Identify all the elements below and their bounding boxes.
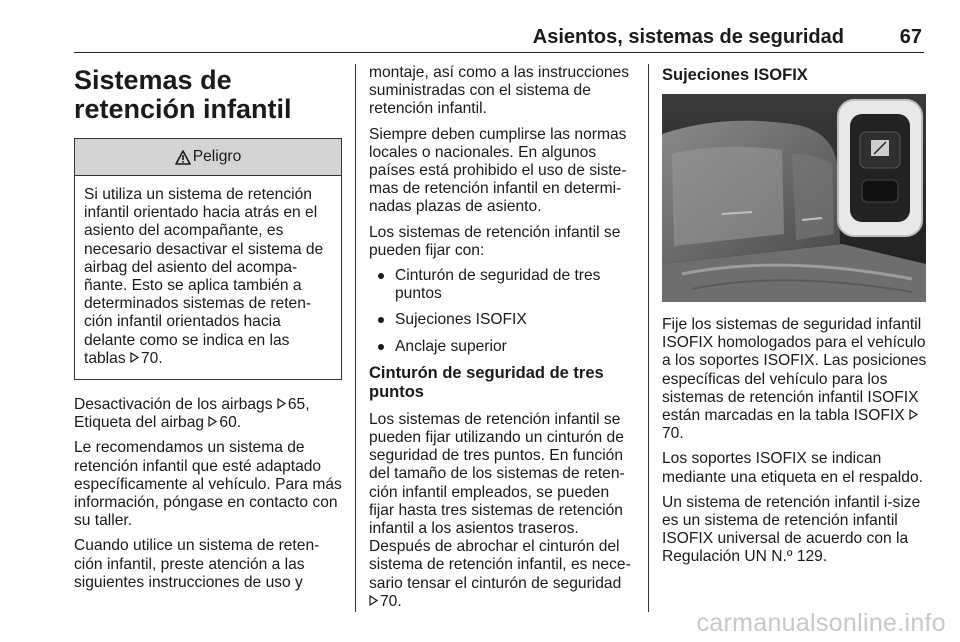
isofix-seat-photo [662,94,926,302]
paragraph: montaje, así como a las instrucciones suministradas con el sistema de retención infantil. [369,64,630,118]
paragraph: Los soportes ISOFIX se indican mediante una etiqueta en el respaldo. [662,450,923,486]
section-heading: Sujeciones ISOFIX [662,66,808,84]
xref-airbag-deactivation: Desactivación de los airbags [74,396,273,414]
column-1 [74,64,342,599]
warning-icon [175,150,191,165]
list-item: Cinturón de seguridad de tres puntos [369,267,634,303]
paragraph: Cuando utilice un sistema de reten-ción infantil, preste atención a las siguientes instrucciones de uso y [74,537,320,591]
warning-box [74,138,342,380]
warning-header [75,139,341,176]
warning-ref[interactable]: 70. [140,349,163,367]
paragraph: Le recomendamos un sistema de retención infantil que esté adaptado específicamente al vehículo. Para más información, póngase en contacto con su taller. [74,439,342,530]
reference-arrow-icon [130,350,139,368]
xref-airbag-label: Etiqueta del airbag [74,414,205,432]
bullet-icon [378,344,384,350]
column-divider [355,64,356,612]
bullet-icon [378,317,384,323]
column-divider [648,64,649,612]
paragraph: Un sistema de retención infantil i-size es un sistema de retención infantil ISOFIX universal de acuerdo con la Regulación UN N.º 129. [662,493,921,566]
warning-text: Si utiliza un sistema de retención infantil orientado hacia atrás en el asiento del acompañante, es necesario desactivar el sistema de airbag del asiento del acompa-ñante. Esto se aplica también a determinados sistemas de reten-ción infantil orientados hacia delante como se indica en las tablas [84,186,324,367]
column-2 [369,64,634,618]
paragraph: Fije los sistemas de seguridad infantil ISOFIX homologados para el vehículo a los soportes ISOFIX. Las posiciones específicas del vehículo para los sistemas de retención infantil ISOFIX están marcadas en la tabla ISOFIX 70. [662,316,927,443]
list-item: Sujeciones ISOFIX [369,311,634,329]
warning-body [75,176,341,379]
xref-page[interactable]: 70. [662,425,684,443]
reference-arrow-icon [369,593,378,611]
xref-page[interactable]: 65, [287,396,310,414]
xref-page[interactable]: 60. [219,414,242,432]
fixing-methods-list [369,267,634,356]
reference-arrow-icon [208,414,217,432]
reference-arrow-icon [277,396,286,414]
watermark: carmanualsonline.info [696,609,946,637]
section-title: Asientos, sistemas de seguridad [532,26,844,48]
paragraph: Los sistemas de retención infantil se pueden fijar utilizando un cinturón de seguridad de tres puntos. En función del tamaño de los sistemas de reten-ción infantil empleados, se pueden fijar hasta tres sistemas de retención infantil a los asientos traseros. Después de abrochar el cinturón del sistema de retención infantil, es nece-sario tensar el cinturón de seguridad 70. [369,410,631,610]
list-item: Anclaje superior [369,338,634,356]
paragraph: Siempre deben cumplirse las normas locales o nacionales. En algunos países está prohibido el uso de siste-mas de retención infantil en determi-nadas plazas de asiento. [369,125,627,216]
cross-references [74,396,342,432]
bullet-icon [378,273,384,279]
column-3 [662,64,928,574]
paragraph: Los sistemas de retención infantil se pueden fijar con: [369,223,621,259]
chapter-title: Sistemas de retención infantil [74,65,292,124]
section-heading: Cinturón de seguridad de tres puntos [369,363,604,401]
page-number: 67 [899,26,922,48]
xref-page[interactable]: 70. [380,592,402,610]
reference-arrow-icon [909,407,918,425]
warning-label: Peligro [192,147,242,165]
page-header [74,22,924,53]
